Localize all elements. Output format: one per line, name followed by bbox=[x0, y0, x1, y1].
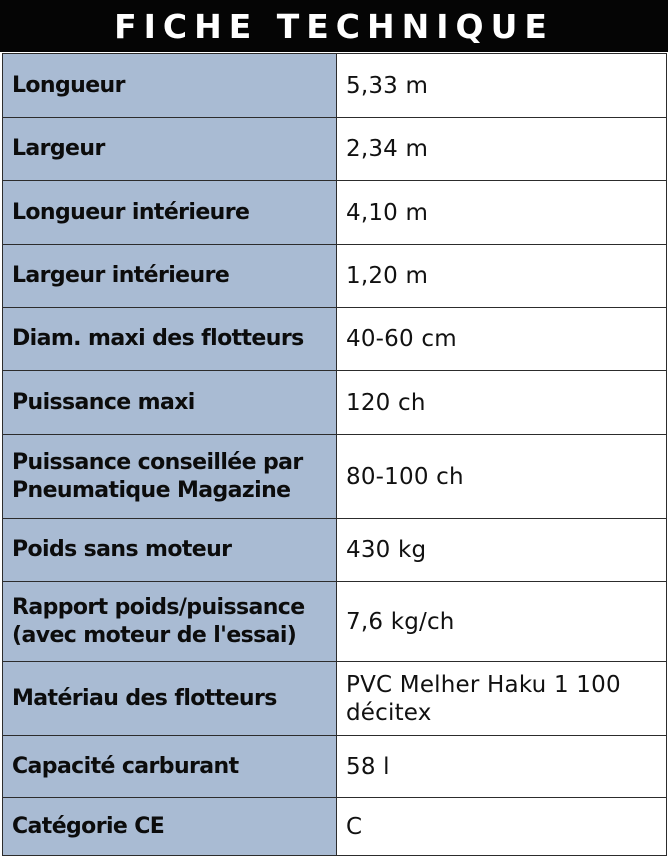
spec-row-diametre-flotteurs bbox=[3, 308, 667, 371]
spec-value: 120 ch bbox=[337, 371, 667, 435]
spec-row-rapport-poids-puissance bbox=[3, 582, 667, 662]
spec-label: Poids sans moteur bbox=[3, 519, 337, 582]
spec-label: Capacité carburant bbox=[3, 736, 337, 798]
page-title: FICHE TECHNIQUE bbox=[0, 0, 668, 52]
spec-label: Largeur intérieure bbox=[3, 245, 337, 308]
spec-row-largeur bbox=[3, 118, 667, 181]
spec-row-materiau-flotteurs bbox=[3, 662, 667, 736]
spec-label: Rapport poids/puissance (avec moteur de l'essai) bbox=[3, 582, 337, 662]
spec-label: Longueur bbox=[3, 54, 337, 118]
spec-table bbox=[2, 53, 667, 856]
spec-value: 5,33 m bbox=[337, 54, 667, 118]
spec-row-poids bbox=[3, 519, 667, 582]
spec-row-categorie-ce bbox=[3, 798, 667, 856]
spec-row-largeur-interieure bbox=[3, 245, 667, 308]
spec-value: 7,6 kg/ch bbox=[337, 582, 667, 662]
spec-value: PVC Melher Haku 1 100 décitex bbox=[337, 662, 667, 736]
spec-value: 4,10 m bbox=[337, 181, 667, 245]
spec-label: Longueur intérieure bbox=[3, 181, 337, 245]
spec-value: C bbox=[337, 798, 667, 856]
spec-value: 80-100 ch bbox=[337, 435, 667, 519]
spec-row-longueur bbox=[3, 54, 667, 118]
spec-label: Diam. maxi des flotteurs bbox=[3, 308, 337, 371]
spec-row-puissance-maxi bbox=[3, 371, 667, 435]
spec-value: 58 l bbox=[337, 736, 667, 798]
spec-label: Puissance maxi bbox=[3, 371, 337, 435]
spec-value: 40-60 cm bbox=[337, 308, 667, 371]
spec-value: 430 kg bbox=[337, 519, 667, 582]
spec-value: 1,20 m bbox=[337, 245, 667, 308]
spec-value: 2,34 m bbox=[337, 118, 667, 181]
spec-label: Matériau des flotteurs bbox=[3, 662, 337, 736]
spec-label: Largeur bbox=[3, 118, 337, 181]
spec-row-puissance-conseillee bbox=[3, 435, 667, 519]
spec-label: Puissance conseillée par Pneumatique Magazine bbox=[3, 435, 337, 519]
spec-row-capacite-carburant bbox=[3, 736, 667, 798]
spec-label: Catégorie CE bbox=[3, 798, 337, 856]
spec-row-longueur-interieure bbox=[3, 181, 667, 245]
